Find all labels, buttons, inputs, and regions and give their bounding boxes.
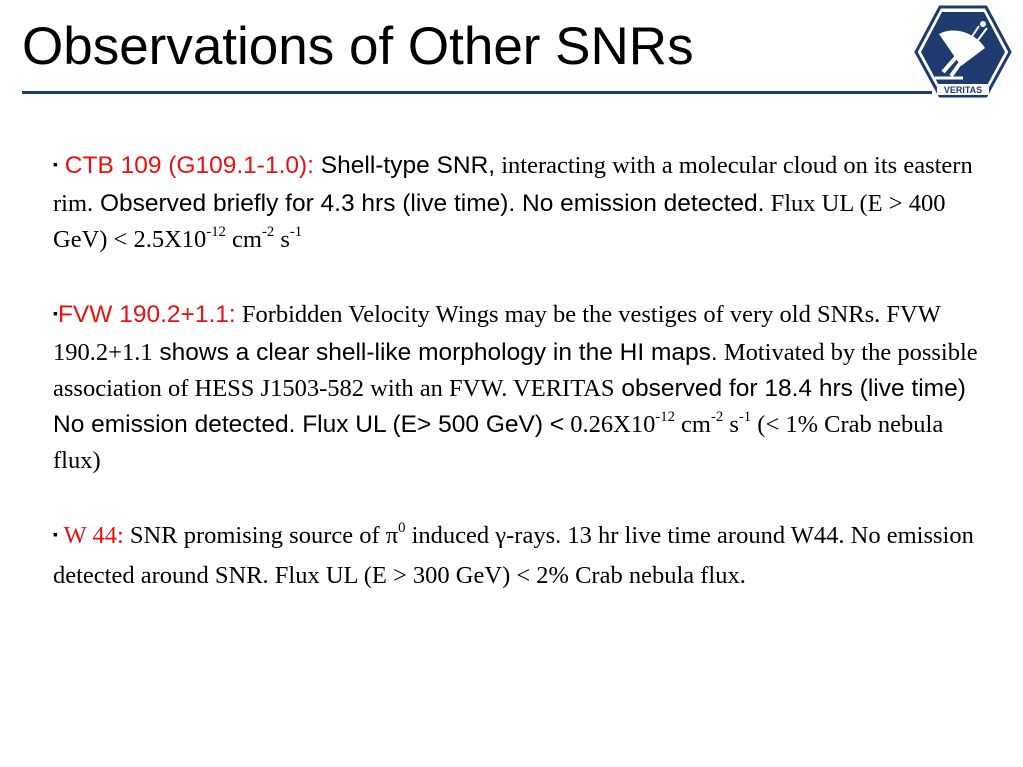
slide-title: Observations of Other SNRs	[22, 17, 694, 76]
source-name-w44: W 44:	[63, 522, 124, 549]
paragraph-w44: ▪ W 44: SNR promising source of $\pi^0$ induced γ-rays. 13 hr live time around W44. No emission detected around SNR. Flux UL (E > 300 GeV) < 2% Crab nebula flux.	[53, 519, 974, 589]
source-name-fvw: FVW 190.2+1.1:	[57, 301, 236, 328]
slide-body	[53, 148, 978, 633]
source-name-ctb109: CTB 109 (G109.1-1.0):	[64, 152, 314, 179]
bullet-icon: ▪	[53, 305, 58, 321]
bullet-icon: ▪	[53, 528, 58, 543]
veritas-logo	[913, 4, 1013, 100]
paragraph-ctb109: ▪ CTB 109 (G109.1-1.0): Shell-type SNR, interacting with a molecular cloud on its eastern rim. Observed briefly for 4.3 hrs (live time). No emission detected. Flux UL (E > 400 $GeV) < 2.5X10^{-12}$ $cm^{-2}$ $s^{-1}$	[53, 152, 973, 253]
pi-symbol: π	[385, 522, 399, 549]
paragraph-fvw: ▪FVW 190.2+1.1: Forbidden Velocity Wings may be the vestiges of very old SNRs. FVW 190.2+1.1 shows a clear shell-like morphology in the HI maps. Motivated by the possible association of HESS J1503-582 with an FVW. VERITAS observed for 18.4 hrs (live time) No emission detected. Flux UL (E> 500 $GeV) < 0.26X10^{-12}$ $cm^{-2}$ $s^{-1}$ (< 1% Crab nebula flux)	[53, 301, 978, 474]
title-underline	[22, 91, 932, 94]
logo-text: VERITAS	[943, 85, 983, 95]
bullet-icon: ▪	[53, 156, 58, 172]
